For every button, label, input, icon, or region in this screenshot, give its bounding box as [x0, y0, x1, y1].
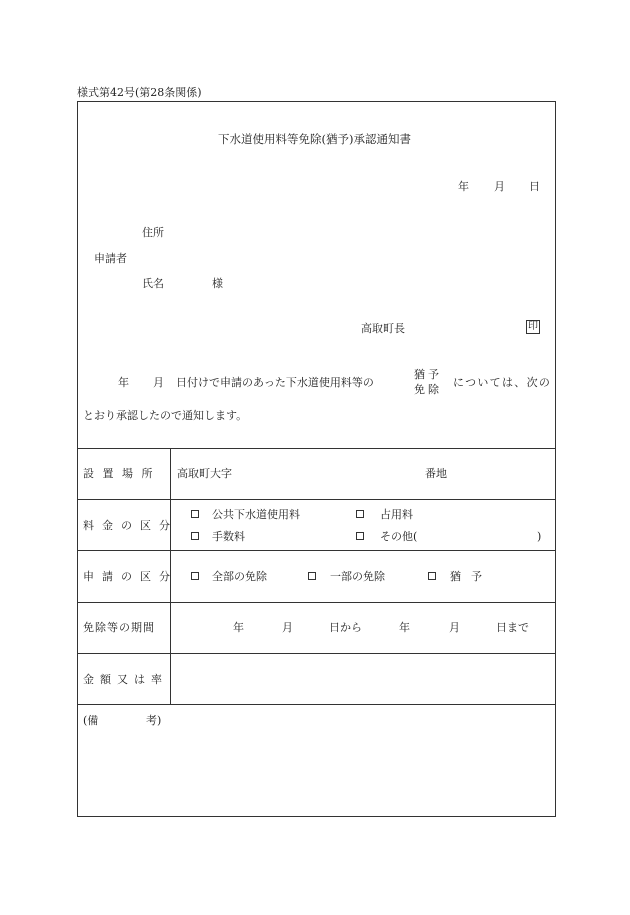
fee-other-close-paren: )	[537, 530, 542, 543]
divider-application	[77, 602, 556, 603]
fee-other-checkbox[interactable]	[356, 532, 364, 540]
divider-location	[77, 499, 556, 500]
notice-text-after: については、次の	[453, 376, 552, 389]
fee-other-label: その他(	[380, 530, 418, 543]
fee-handling-label: 手数料	[212, 530, 245, 543]
date-month: 月	[494, 180, 505, 193]
full-exemption-label: 全部の免除	[212, 570, 267, 583]
applicant-label: 申請者	[94, 252, 127, 265]
notice-option-bottom: 免除	[414, 383, 442, 396]
location-prefix: 高取町大字	[177, 467, 232, 480]
period-label: 免除等の期間	[83, 621, 155, 634]
application-type-label: 申請の区分	[83, 570, 178, 583]
fee-occupancy-label: 占用料	[380, 508, 413, 521]
period-from: 日から	[329, 621, 362, 634]
fee-public-sewer-checkbox[interactable]	[191, 510, 199, 518]
form-frame	[77, 101, 556, 817]
partial-exemption-checkbox[interactable]	[308, 572, 316, 580]
fee-handling-checkbox[interactable]	[191, 532, 199, 540]
issuer-title: 高取町長	[361, 322, 405, 335]
address-label: 住所	[142, 226, 164, 239]
fee-occupancy-checkbox[interactable]	[356, 510, 364, 518]
honorific: 様	[212, 277, 223, 290]
name-label: 氏名	[142, 277, 164, 290]
date-year: 年	[458, 180, 469, 193]
amount-label: 金額又は率	[83, 673, 168, 686]
divider-top	[77, 448, 556, 449]
divider-fee	[77, 550, 556, 551]
notice-option-top: 猶予	[414, 368, 442, 381]
deferral-checkbox[interactable]	[428, 572, 436, 580]
period-to: 日まで	[496, 621, 529, 634]
date-day: 日	[529, 180, 540, 193]
full-exemption-checkbox[interactable]	[191, 572, 199, 580]
form-number: 様式第42号(第28条関係)	[77, 86, 202, 99]
form-title: 下水道使用料等免除(猶予)承認通知書	[218, 132, 411, 146]
period-end-year: 年	[399, 621, 410, 634]
divider-amount	[77, 704, 556, 705]
deferral-label: 猶予	[450, 570, 492, 583]
notice-month: 月	[153, 376, 164, 389]
fee-public-sewer-label: 公共下水道使用料	[212, 508, 300, 521]
notice-line-2: とおり承認したので通知します。	[83, 409, 248, 422]
period-start-year: 年	[233, 621, 244, 634]
notice-text-before: 日付けで申請のあった下水道使用料等の	[176, 376, 374, 389]
location-suffix: 番地	[425, 467, 447, 480]
period-end-month: 月	[449, 621, 460, 634]
fee-type-label: 料金の区分	[83, 519, 178, 532]
remarks-label-right: 考)	[146, 714, 162, 727]
seal-mark: 印	[528, 321, 538, 332]
period-start-month: 月	[282, 621, 293, 634]
partial-exemption-label: 一部の免除	[330, 570, 385, 583]
remarks-label-left: (備	[83, 714, 99, 727]
location-label: 設置場所	[83, 467, 161, 480]
notice-year: 年	[118, 376, 129, 389]
divider-period	[77, 653, 556, 654]
